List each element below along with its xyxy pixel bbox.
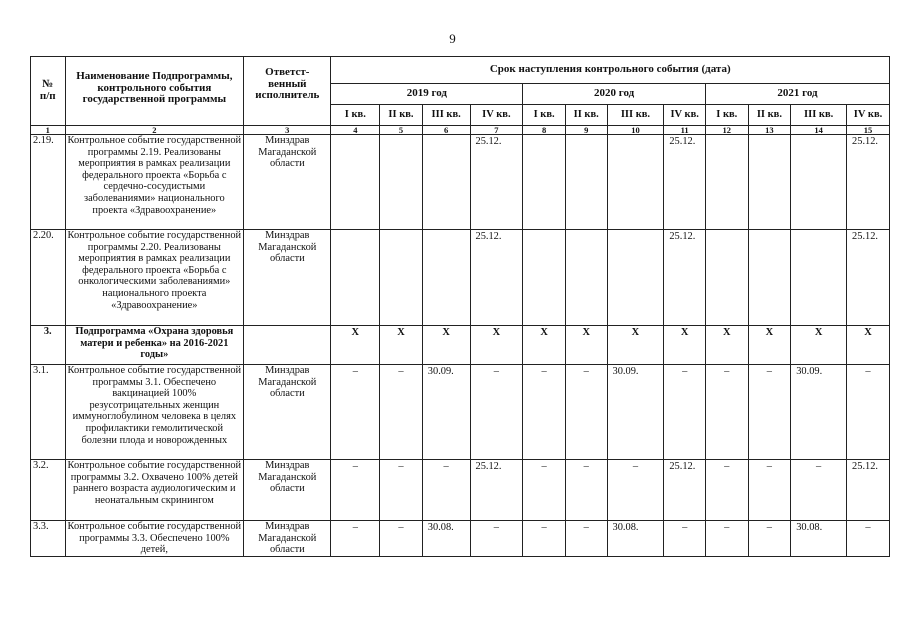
row-number: 3.3. xyxy=(31,521,66,557)
quarter-cell: 25.12. xyxy=(664,135,706,230)
header-quarter: II кв. xyxy=(380,105,423,126)
column-index: 2 xyxy=(65,126,244,135)
column-index: 6 xyxy=(422,126,470,135)
quarter-cell xyxy=(523,135,566,230)
row-name: Подпрограмма «Охрана здоровья матери и ребенка» на 2016-2021 годы» xyxy=(65,326,244,365)
row-number: 2.20. xyxy=(31,230,66,326)
column-index: 15 xyxy=(847,126,890,135)
row-number: 3.2. xyxy=(31,460,66,521)
quarter-cell: 25.12. xyxy=(847,135,890,230)
quarter-cell: – xyxy=(565,365,607,460)
quarter-cell xyxy=(748,230,791,326)
row-executor: Минздрав Магаданской области xyxy=(244,230,331,326)
quarter-cell: – xyxy=(380,521,423,557)
quarter-cell: – xyxy=(705,460,748,521)
row-number: 3. xyxy=(31,326,66,365)
column-index: 11 xyxy=(664,126,706,135)
quarter-cell: – xyxy=(565,521,607,557)
row-name: Контрольное событие государственной программы 3.2. Охвачено 100% детей раннего возраста аудиологическим и неонатальным скринингом xyxy=(65,460,244,521)
quarter-cell: Х xyxy=(748,326,791,365)
quarter-cell xyxy=(791,135,847,230)
quarter-cell: 25.12. xyxy=(664,230,706,326)
row-name: Контрольное событие государственной программы 2.19. Реализованы мероприятия в рамках реализации федерального проекта «Борьба с сердечно-сосудистыми заболеваниями» национального проекта «Здравоохранение» xyxy=(65,135,244,230)
quarter-cell: 30.08. xyxy=(422,521,470,557)
header-quarter: I кв. xyxy=(705,105,748,126)
row-executor xyxy=(244,326,331,365)
quarter-cell: – xyxy=(331,460,380,521)
quarter-cell: – xyxy=(470,365,523,460)
quarter-cell: 25.12. xyxy=(847,460,890,521)
quarter-cell: 30.08. xyxy=(791,521,847,557)
header-quarter: III кв. xyxy=(422,105,470,126)
column-index: 14 xyxy=(791,126,847,135)
header-num: № п/п xyxy=(31,57,66,126)
row-number: 3.1. xyxy=(31,365,66,460)
header-quarter: II кв. xyxy=(565,105,607,126)
quarter-cell xyxy=(607,135,664,230)
quarter-cell: 30.08. xyxy=(607,521,664,557)
quarter-cell xyxy=(565,230,607,326)
column-index: 9 xyxy=(565,126,607,135)
quarter-cell: – xyxy=(664,521,706,557)
header-quarter: I кв. xyxy=(523,105,566,126)
quarter-cell: Х xyxy=(705,326,748,365)
header-quarter: III кв. xyxy=(791,105,847,126)
header-quarter: IV кв. xyxy=(664,105,706,126)
quarter-cell: – xyxy=(523,365,566,460)
quarter-cell: 30.09. xyxy=(422,365,470,460)
row-executor: Минздрав Магаданской области xyxy=(244,365,331,460)
column-index: 1 xyxy=(31,126,66,135)
table-row xyxy=(31,460,890,521)
quarter-cell: Х xyxy=(791,326,847,365)
row-number: 2.19. xyxy=(31,135,66,230)
quarter-cell: – xyxy=(470,521,523,557)
header-quarter: I кв. xyxy=(331,105,380,126)
quarter-cell: Х xyxy=(380,326,423,365)
header-period: Срок наступления контрольного события (дата) xyxy=(331,57,890,84)
quarter-cell xyxy=(380,230,423,326)
quarter-cell: – xyxy=(748,460,791,521)
quarter-cell xyxy=(705,230,748,326)
quarter-cell: 30.09. xyxy=(607,365,664,460)
table-row xyxy=(31,135,890,230)
quarter-cell: Х xyxy=(607,326,664,365)
quarter-cell: – xyxy=(607,460,664,521)
header-year-2021: 2021 год xyxy=(705,84,889,105)
quarter-cell xyxy=(331,230,380,326)
quarter-cell: 30.09. xyxy=(791,365,847,460)
quarter-cell: 25.12. xyxy=(664,460,706,521)
quarter-cell: – xyxy=(380,460,423,521)
column-index: 8 xyxy=(523,126,566,135)
quarter-cell xyxy=(748,135,791,230)
page-number: 9 xyxy=(449,31,456,46)
header-executor: Ответст- венный исполнитель xyxy=(244,57,331,126)
quarter-cell: Х xyxy=(331,326,380,365)
quarter-cell: – xyxy=(331,365,380,460)
quarter-cell: – xyxy=(847,521,890,557)
column-index: 13 xyxy=(748,126,791,135)
column-index: 12 xyxy=(705,126,748,135)
row-executor: Минздрав Магаданской области xyxy=(244,521,331,557)
column-index: 7 xyxy=(470,126,523,135)
quarter-cell xyxy=(705,135,748,230)
quarter-cell: Х xyxy=(422,326,470,365)
table-row xyxy=(31,230,890,326)
quarter-cell: 25.12. xyxy=(470,460,523,521)
quarter-cell: – xyxy=(380,365,423,460)
quarter-cell: Х xyxy=(664,326,706,365)
quarter-cell xyxy=(791,230,847,326)
quarter-cell xyxy=(331,135,380,230)
quarter-cell: – xyxy=(523,460,566,521)
column-index: 5 xyxy=(380,126,423,135)
quarter-cell: 25.12. xyxy=(470,230,523,326)
header-name: Наименование Подпрограммы, контрольного события государственной программы xyxy=(65,57,244,126)
quarter-cell: – xyxy=(791,460,847,521)
quarter-cell: – xyxy=(664,365,706,460)
table-header xyxy=(31,57,890,135)
quarter-cell xyxy=(523,230,566,326)
quarter-cell: – xyxy=(847,365,890,460)
header-quarter: IV кв. xyxy=(470,105,523,126)
quarter-cell: Х xyxy=(470,326,523,365)
quarter-cell xyxy=(422,230,470,326)
header-year-2020: 2020 год xyxy=(523,84,706,105)
header-quarter: IV кв. xyxy=(847,105,890,126)
quarter-cell xyxy=(607,230,664,326)
row-name: Контрольное событие государственной программы 3.3. Обеспечено 100% детей, xyxy=(65,521,244,557)
quarter-cell: – xyxy=(523,521,566,557)
header-year-2019: 2019 год xyxy=(331,84,523,105)
column-index-row xyxy=(31,126,890,135)
quarter-cell: 25.12. xyxy=(847,230,890,326)
quarter-cell xyxy=(422,135,470,230)
quarter-cell: – xyxy=(565,460,607,521)
table-body xyxy=(31,135,890,557)
column-index: 10 xyxy=(607,126,664,135)
table-row xyxy=(31,326,890,365)
schedule-table xyxy=(30,56,890,557)
column-index: 3 xyxy=(244,126,331,135)
quarter-cell: Х xyxy=(565,326,607,365)
quarter-cell xyxy=(380,135,423,230)
quarter-cell: Х xyxy=(847,326,890,365)
quarter-cell: – xyxy=(331,521,380,557)
quarter-cell: – xyxy=(705,365,748,460)
header-quarter: III кв. xyxy=(607,105,664,126)
column-index: 4 xyxy=(331,126,380,135)
row-executor: Минздрав Магаданской области xyxy=(244,135,331,230)
quarter-cell: Х xyxy=(523,326,566,365)
quarter-cell: 25.12. xyxy=(470,135,523,230)
table-row xyxy=(31,521,890,557)
quarter-cell: – xyxy=(748,521,791,557)
row-name: Контрольное событие государственной программы 3.1. Обеспечено вакцинацией 100% резусотрицательных женщин иммуноглобулином человека в целях профилактики гемолитической болезни плода и новорожденных xyxy=(65,365,244,460)
quarter-cell xyxy=(565,135,607,230)
row-executor: Минздрав Магаданской области xyxy=(244,460,331,521)
row-name: Контрольное событие государственной программы 2.20. Реализованы мероприятия в рамках реализации федерального проекта «Борьба с онкологическими заболеваниями» национального проекта «Здравоохранение» xyxy=(65,230,244,326)
quarter-cell: – xyxy=(422,460,470,521)
quarter-cell: – xyxy=(705,521,748,557)
table-row xyxy=(31,365,890,460)
header-quarter: II кв. xyxy=(748,105,791,126)
quarter-cell: – xyxy=(748,365,791,460)
